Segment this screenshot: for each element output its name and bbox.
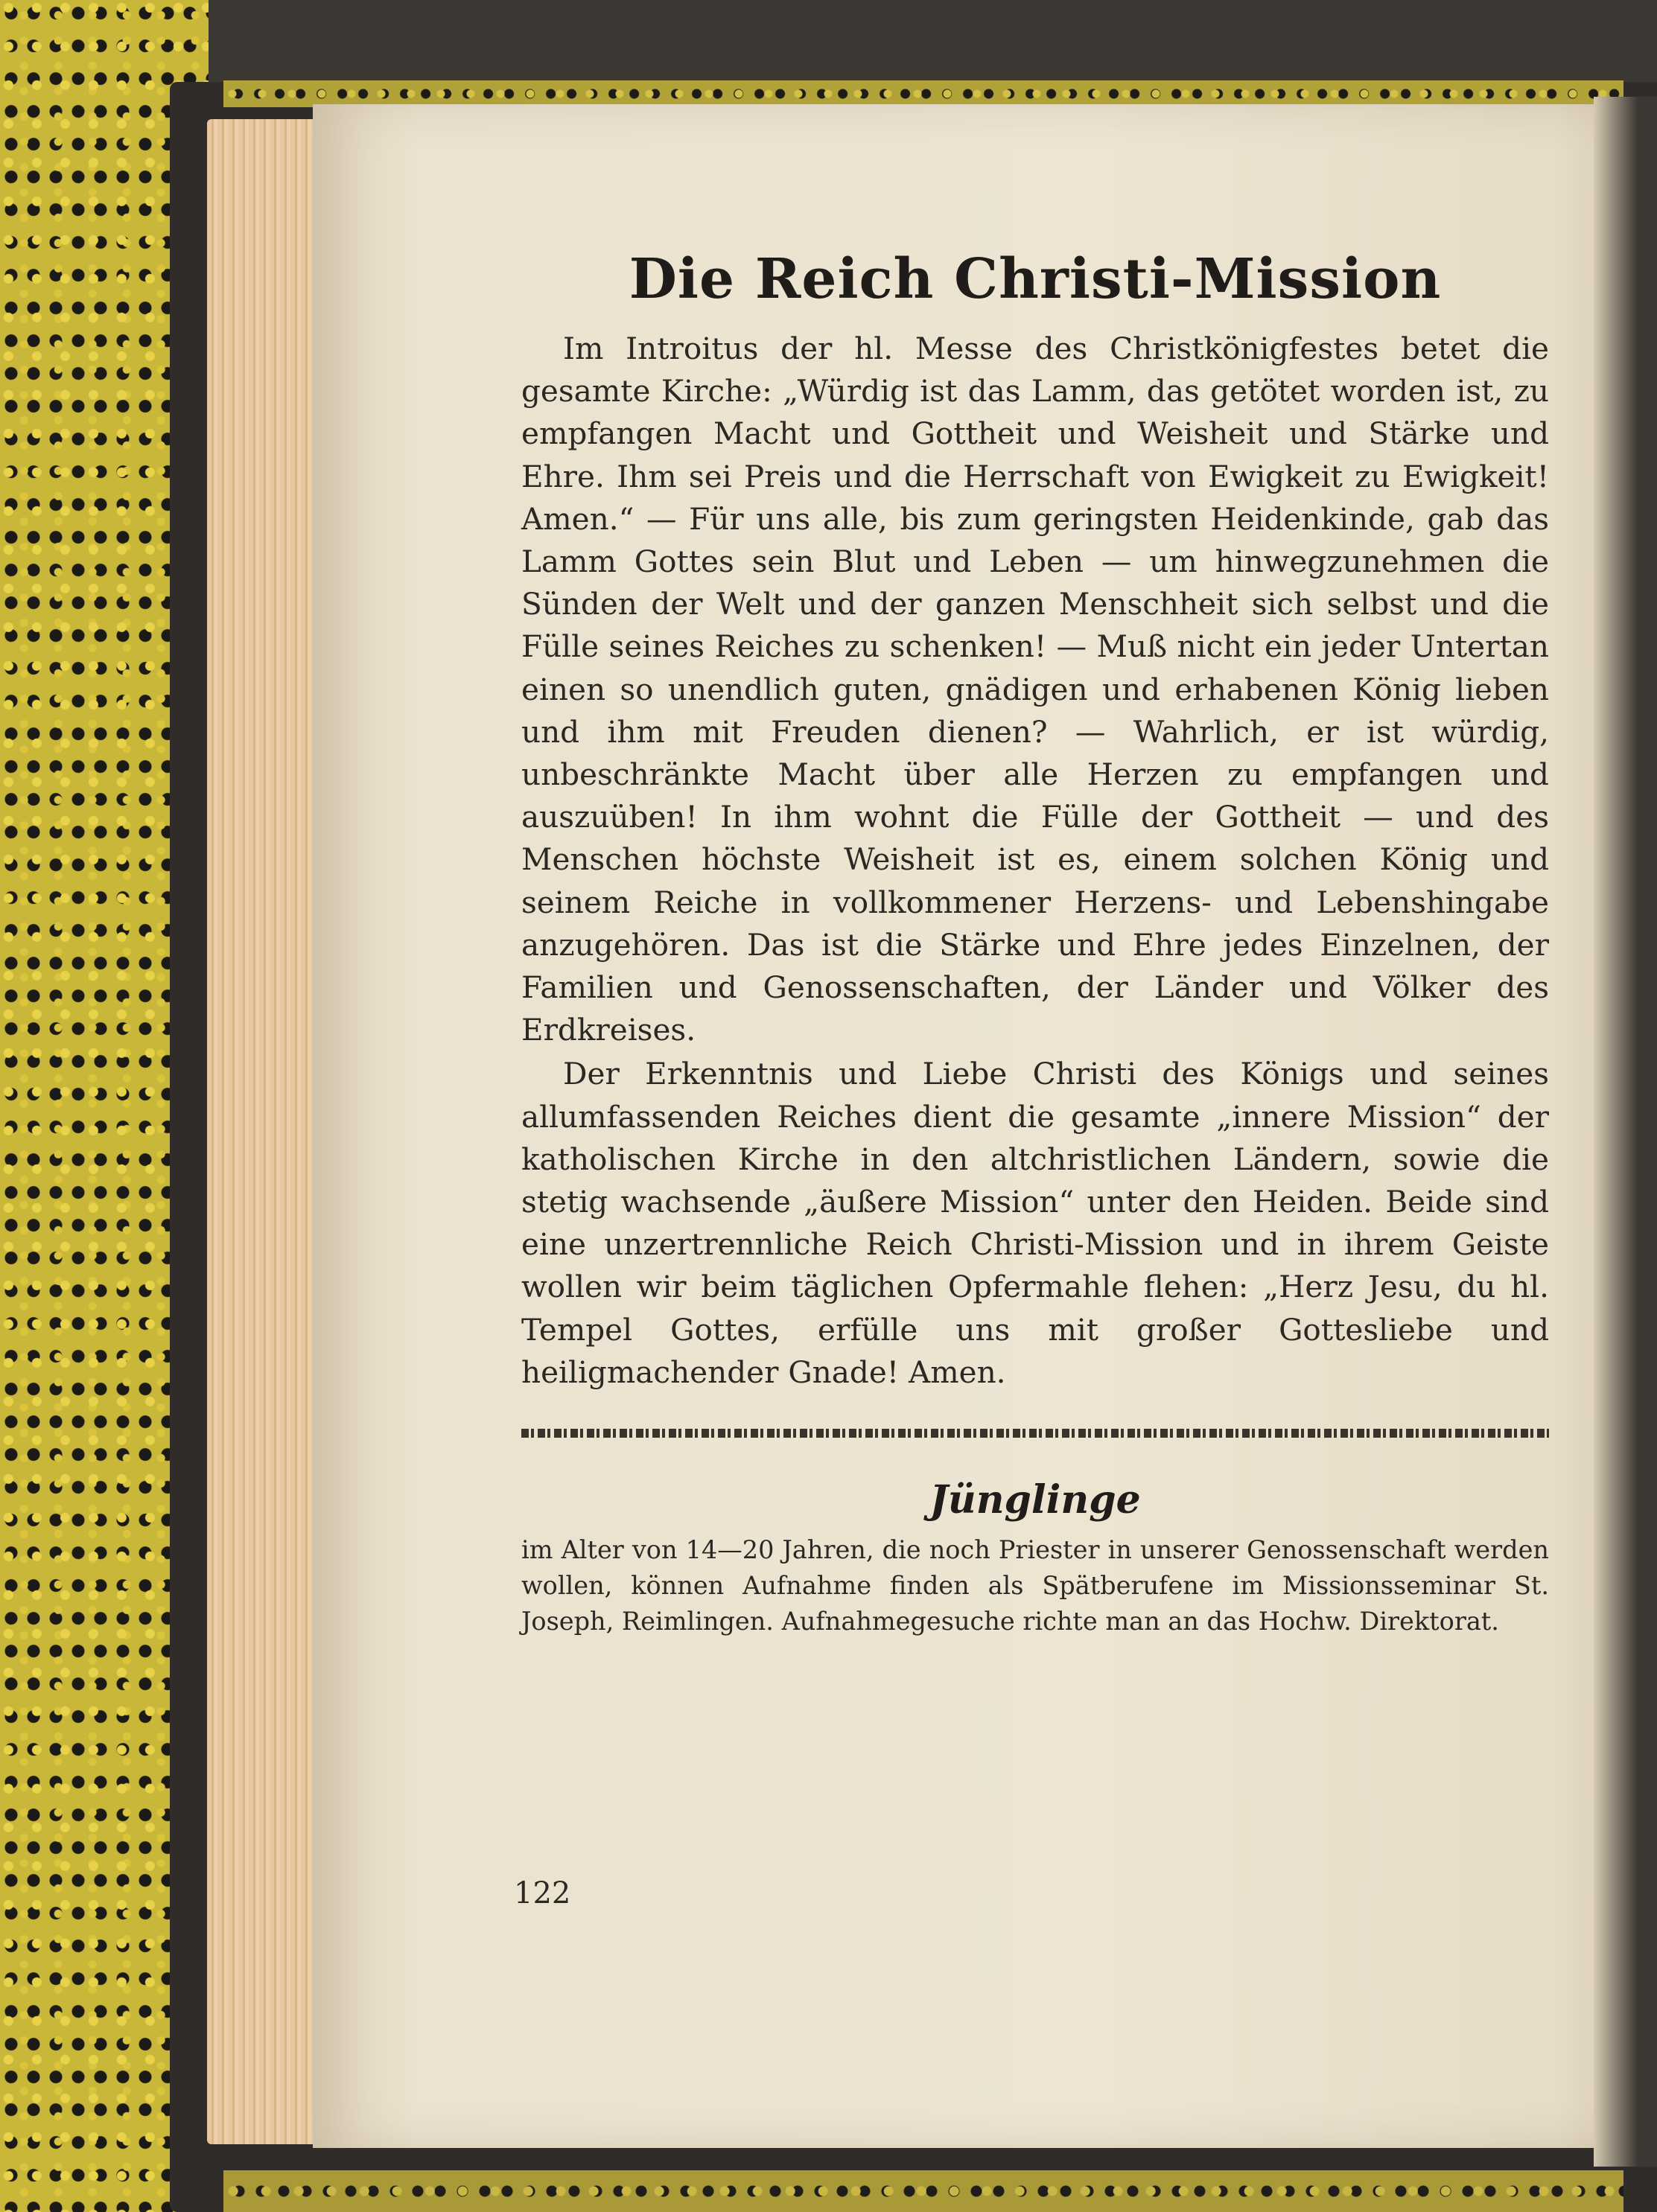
gutter-shadow [1594, 97, 1657, 2167]
section-heading: Jünglinge [929, 1477, 1141, 1523]
page-content [521, 238, 1549, 1639]
page-title: Die Reich Christi-Mission [629, 247, 1442, 311]
notice-text: im Alter von 14—20 Jahren, die noch Priester in unserer Genossenschaft werden wollen, können Aufnahme finden als Spätberufene im Missionsseminar St. Joseph, Reimlingen. Aufnahmegesuche richte man an das Hochw. Direktorat. [521, 1535, 1549, 1636]
paragraph-mission: Der Erkenntnis und Liebe Christi des Königs und seines allumfassenden Reiches dient die gesamte „innere Mission“ der katholischen Kirche in den altchristlichen Ländern, sowie die stetig wachsende „äußere Mission“ unter den Heiden. Beide sind eine unzertrennliche Reich Christi-Mission und in ihrem Geiste wollen wir beim täglichen Opfermahle flehen: „Herz Jesu, du hl. Tempel Gottes, erfülle uns mit großer Gottesliebe und heiligmachender Gnade! Amen. [521, 1056, 1549, 1390]
paragraph-introitus: Im Introitus der hl. Messe des Christkönigfestes betet die gesamte Kirche: „Würdig ist das Lamm, das getötet worden ist, zu empfangen Macht und Gottheit und Weisheit und Stärke und Ehre. Ihm sei Preis und die Herrschaft von Ewigkeit zu Ewigkeit! Amen.“ — Für uns alle, bis zum geringsten Heidenkinde, gab das Lamm Gottes sein Blut und Leben — um hinwegzunehmen die Sünden der Welt und der ganzen Menschheit sich selbst und die Fülle seines Reiches zu schenken! — Muß nicht ein jeder Untertan einen so unendlich guten, gnädigen und erhabenen König lieben und ihm mit Freuden dienen? — Wahrlich, er ist würdig, unbeschränkte Macht über alle Herzen zu empfangen und auszuüben! In ihm wohnt die Fülle der Gottheit — und des Menschen höchste Weisheit ist es, einem solchen König und seinem Reiche in vollkommener Herzens- und Lebenshingabe anzugehören. Das ist die Stärke und Ehre jedes Einzelnen, der Familien und Genossenschaften, der Länder und Völker des Erdkreises. [521, 331, 1549, 1048]
ornament-rule [521, 1429, 1549, 1438]
top-cover-edge [223, 80, 1623, 107]
bottom-cover-edge [223, 2170, 1623, 2212]
page-number: 122 [514, 1876, 571, 1910]
ornamental-divider [521, 1422, 1549, 1444]
